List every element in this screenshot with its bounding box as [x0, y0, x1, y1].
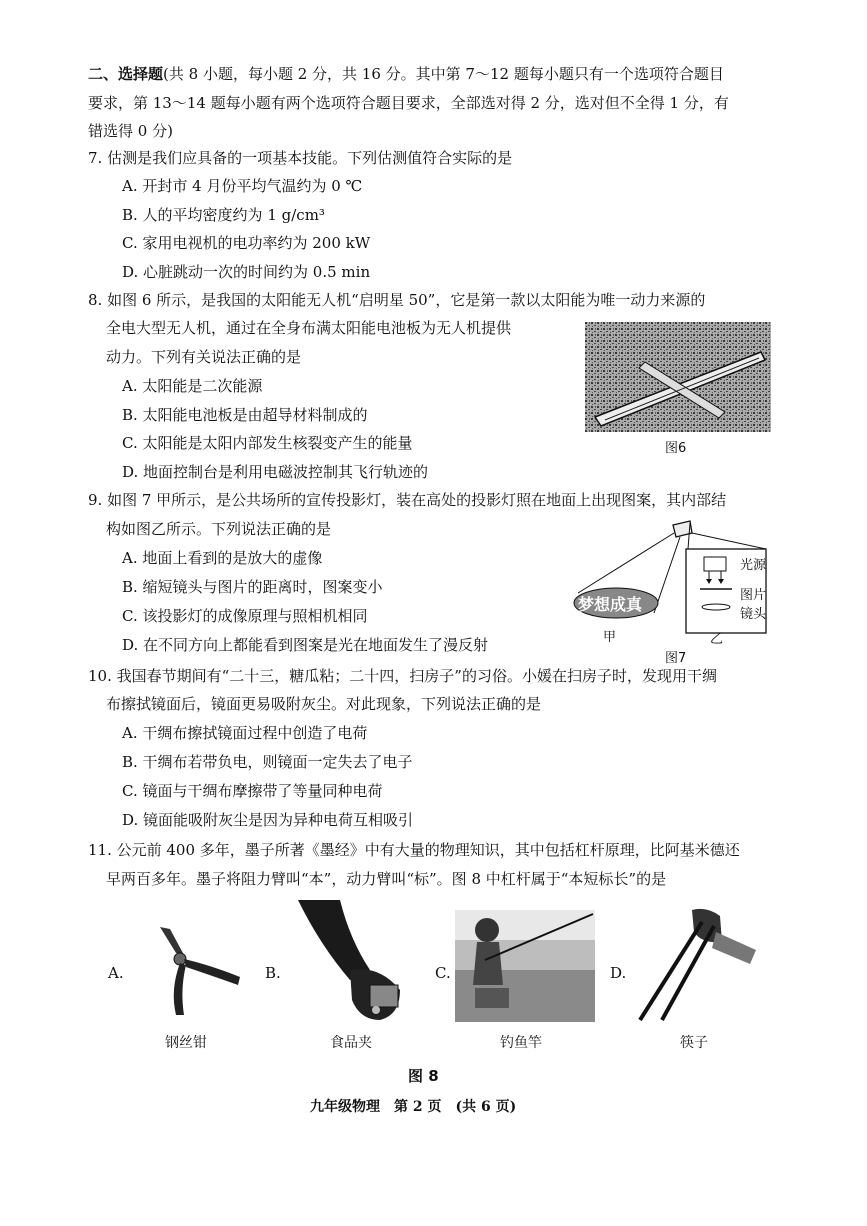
q8-option-c: C. 太阳能是太阳内部发生核裂变产生的能量 [122, 434, 413, 452]
q9-option-c: C. 该投影灯的成像原理与照相机相同 [122, 607, 368, 625]
q9-stem-2: 构如图乙所示。下列说法正确的是 [106, 520, 332, 538]
q10-option-c: C. 镜面与干绸布摩擦带了等量同种电荷 [122, 782, 383, 800]
food-clip-image [290, 900, 420, 1025]
chopsticks-image [632, 902, 762, 1024]
q11-option-a-letter: A. [108, 964, 124, 982]
q8-option-a: A. 太阳能是二次能源 [122, 377, 263, 395]
q9-option-a: A. 地面上看到的是放大的虚像 [122, 549, 323, 567]
figure-7-label-picture: 图片 [740, 588, 767, 603]
figure-7-pattern-text: 梦想成真 [578, 595, 643, 614]
figure-7-label-yi: 乙 [710, 632, 724, 647]
q8-option-b: B. 太阳能电池板是由超导材料制成的 [122, 406, 368, 424]
q10-stem-1: 10. 我国春节期间有“二十三，糖瓜粘；二十四，扫房子”的习俗。小媛在扫房子时，发现用干绸 [88, 667, 717, 685]
q11-option-d-caption: 筷子 [680, 1035, 708, 1051]
q7-option-c: C. 家用电视机的电功率约为 200 kW [122, 234, 371, 252]
q10-option-a: A. 干绸布擦拭镜面过程中创造了电荷 [122, 724, 368, 742]
figure-7-label-jia: 甲 [603, 630, 617, 645]
q8-stem-1: 8. 如图 6 所示，是我国的太阳能无人机“启明星 50”，它是第一款以太阳能为唯一动力来源的 [88, 291, 706, 309]
q11-option-c-letter: C. [435, 964, 451, 982]
section-title: 二、选择题 [88, 65, 164, 83]
section-intro-2: 要求，第 13～14 题每小题有两个选项符合题目要求，全部选对得 2 分，选对但不全得 1 分，有 [88, 94, 729, 112]
q10-option-d: D. 镜面能吸附灰尘是因为异种电荷互相吸引 [122, 811, 414, 829]
q7-option-d: D. 心脏跳动一次的时间约为 0.5 min [122, 263, 371, 281]
figure-7-label-light: 光源 [740, 558, 767, 573]
section-header [88, 64, 724, 84]
q9-option-b: B. 缩短镜头与图片的距离时，图案变小 [122, 578, 383, 596]
q11-option-b-caption: 食品夹 [330, 1035, 372, 1051]
page-footer: 九年级物理 第 2 页 (共 6 页) [310, 1099, 517, 1115]
q9-option-d: D. 在不同方向上都能看到图案是光在地面发生了漫反射 [122, 636, 489, 654]
q7-option-b: B. 人的平均密度约为 1 g/cm³ [122, 206, 325, 224]
q8-option-d: D. 地面控制台是利用电磁波控制其飞行轨迹的 [122, 463, 429, 481]
q11-option-b-letter: B. [265, 964, 281, 982]
q11-option-a-caption: 钢丝钳 [165, 1035, 207, 1051]
fishing-rod-image [455, 910, 595, 1022]
q11-stem-1: 11. 公元前 400 多年，墨子所著《墨经》中有大量的物理知识，其中包括杠杆原理，比阿基米德还 [88, 841, 740, 859]
pliers-image [140, 915, 250, 1025]
q11-option-d-letter: D. [610, 964, 627, 982]
q8-stem-3: 动力。下列有关说法正确的是 [106, 348, 302, 366]
figure-7-caption: 图7 [665, 651, 687, 666]
q9-stem-1: 9. 如图 7 甲所示，是公共场所的宣传投影灯，装在高处的投影灯照在地面上出现图案，其内部结 [88, 491, 727, 509]
figure-6-drone-photo [585, 322, 771, 432]
section-intro-1: (共 8 小题，每小题 2 分，共 16 分。其中第 7～12 题每小题只有一个选项符合题目 [163, 65, 724, 83]
q11-stem-2: 早两百多年。墨子将阻力臂叫“本”，动力臂叫“标”。图 8 中杠杆属于“本短标长”的是 [106, 870, 667, 888]
q8-stem-2: 全电大型无人机，通过在全身布满太阳能电池板为无人机提供 [106, 319, 512, 337]
q11-option-c-caption: 钓鱼竿 [500, 1035, 542, 1051]
q10-stem-2: 布擦拭镜面后，镜面更易吸附灰尘。对此现象，下列说法正确的是 [106, 695, 542, 713]
q10-option-b: B. 干绸布若带负电，则镜面一定失去了电子 [122, 753, 413, 771]
figure-6-caption: 图6 [665, 441, 687, 456]
figure-7-label-lens: 镜头 [740, 607, 767, 622]
q7-option-a: A. 开封市 4 月份平均气温约为 0 ℃ [122, 177, 363, 195]
q7-stem: 7. 估测是我们应具备的一项基本技能。下列估测值符合实际的是 [88, 149, 513, 167]
section-intro-3: 错选得 0 分) [88, 122, 173, 140]
figure-8-caption: 图 8 [408, 1067, 439, 1085]
figure-7-projector-diagram [570, 515, 770, 650]
